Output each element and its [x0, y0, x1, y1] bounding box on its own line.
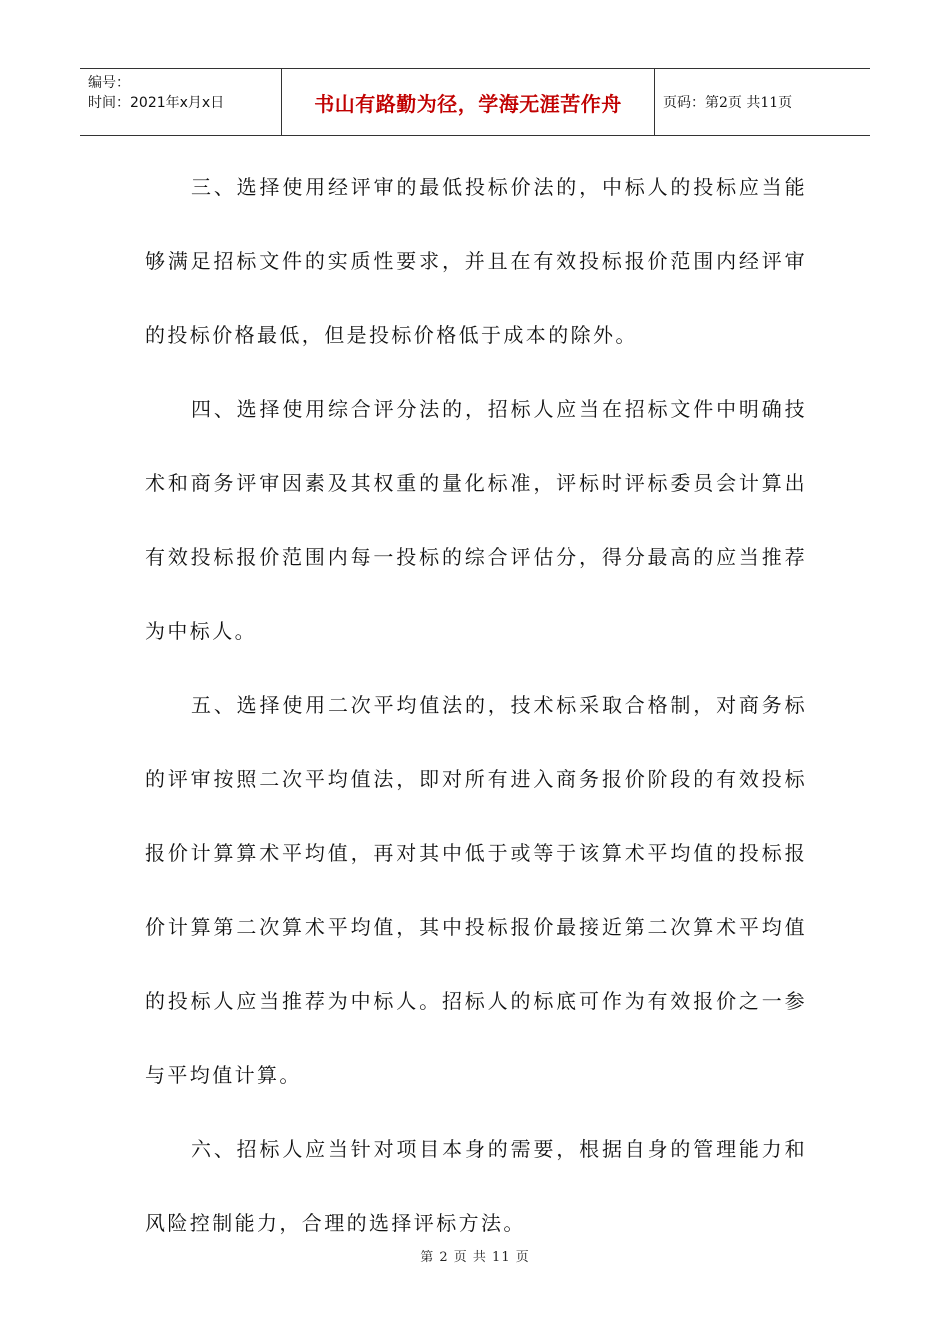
paragraph-6: 六、招标人应当针对项目本身的需要，根据自身的管理能力和风险控制能力，合理的选择评标方法。	[145, 1137, 807, 1235]
document-number-label: 编号：	[88, 75, 130, 91]
document-time-label: 时间：2021年x月x日	[88, 95, 225, 111]
page-header	[80, 68, 870, 136]
page-footer: 第 2 页 共 11 页	[420, 1250, 530, 1265]
header-page-info: 页码：第2页 共11页	[663, 95, 793, 111]
header-meta	[80, 69, 282, 135]
header-motto: 书山有路勤为径，学海无涯苦作舟	[282, 69, 655, 135]
paragraph-3: 三、选择使用经评审的最低投标价法的，中标人的投标应当能够满足招标文件的实质性要求，并且在有效投标报价范围内经评审的投标价格最低，但是投标价格低于成本的除外。	[145, 175, 807, 347]
document-body	[145, 150, 807, 1260]
paragraph-4: 四、选择使用综合评分法的，招标人应当在招标文件中明确技术和商务评审因素及其权重的量化标准，评标时评标委员会计算出有效投标报价范围内每一投标的综合评估分，得分最高的应当推荐为中标人。	[145, 397, 807, 643]
paragraph-5: 五、选择使用二次平均值法的，技术标采取合格制，对商务标的评审按照二次平均值法，即对所有进入商务报价阶段的有效投标报价计算算术平均值，再对其中低于或等于该算术平均值的投标报价计算第二次算术平均值，其中投标报价最接近第二次算术平均值的投标人应当推荐为中标人。招标人的标底可作为有效报价之一参与平均值计算。	[145, 693, 807, 1087]
